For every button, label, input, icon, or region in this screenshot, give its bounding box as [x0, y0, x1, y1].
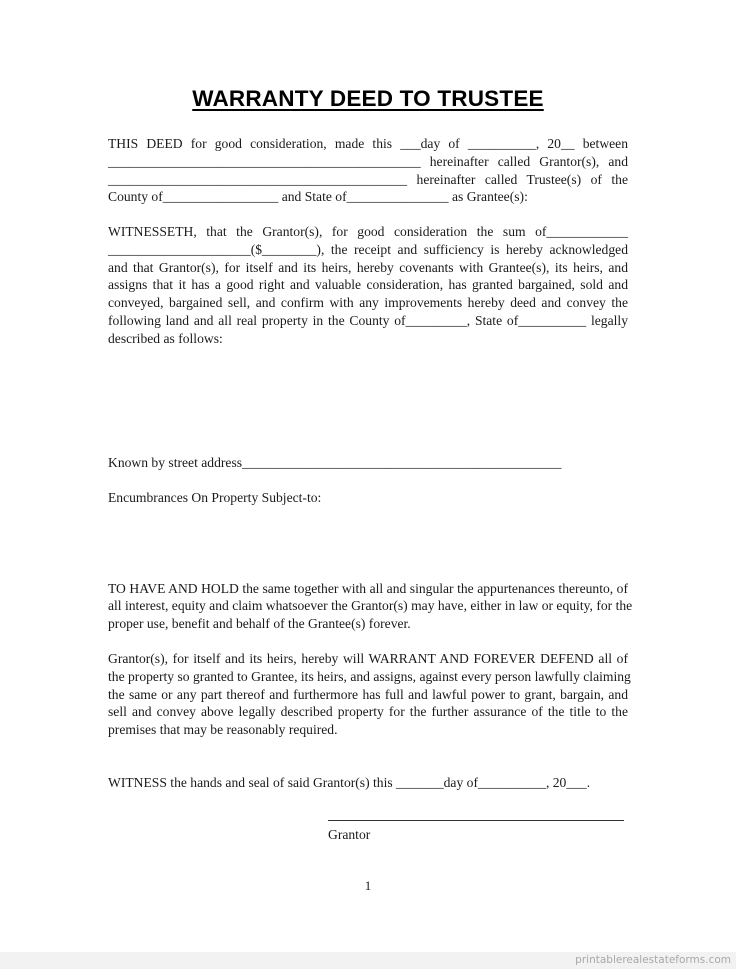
grantor-signature-line	[328, 820, 624, 821]
preamble-line-3: ____________________________________________ hereinafter called Trustee(s) of the	[108, 172, 628, 187]
habendum-line-2: all interest, equity and claim whatsoever the Grantor(s) may have, either in law or equity, for the	[108, 598, 633, 613]
habendum-line-3: proper use, benefit and behalf of the Grantee(s) forever.	[108, 616, 411, 631]
preamble-line-4: County of_________________ and State of_______________ as Grantee(s):	[108, 189, 528, 204]
footer-bar	[0, 952, 736, 969]
witnesseth-line-4: assigns that it has a good right and valuable consideration, has granted bargained, sold and	[108, 277, 628, 292]
page-number: 1	[364, 878, 372, 893]
witness-date-line: WITNESS the hands and seal of said Grantor(s) this _______day of__________, 20___.	[108, 775, 591, 790]
document-title: WARRANTY DEED TO TRUSTEE	[192, 86, 544, 111]
witnesseth-line-3: and that Grantor(s), for itself and its heirs, hereby covenants with Grantee(s), its heirs, and	[108, 260, 628, 275]
warranty-line-5: premises that may be reasonably required.	[108, 722, 338, 737]
witnesseth-line-5: conveyed, bargained sell, and confirm with any improvements hereby deed and convey the	[108, 295, 628, 310]
witnesseth-line-7: described as follows:	[108, 331, 223, 346]
preamble-line-2: ______________________________________________ hereinafter called Grantor(s), and	[108, 154, 628, 169]
witnesseth-line-6: following land and all real property in the County of_________, State of__________ legally	[108, 313, 628, 328]
habendum-line-1: TO HAVE AND HOLD the same together with all and singular the appurtenances thereunto, of	[108, 581, 628, 596]
warranty-line-3: the same or any part thereof and furthermore has full and lawful power to grant, bargain, and	[108, 687, 628, 702]
witnesseth-line-2: _____________________($________), the receipt and sufficiency is hereby acknowledged	[108, 242, 628, 257]
warranty-line-4: sell and convey above legally described property for the further assurance of the title to the	[108, 704, 628, 719]
witnesseth-line-1: WITNESSETH, that the Grantor(s), for good consideration the sum of____________	[108, 224, 628, 239]
grantor-signature-label: Grantor	[328, 827, 371, 842]
preamble-line-1: THIS DEED for good consideration, made this ___day of __________, 20__ between	[108, 136, 628, 151]
warranty-line-1: Grantor(s), for itself and its heirs, hereby will WARRANT AND FOREVER DEFEND all of	[108, 651, 628, 666]
encumbrances-heading: Encumbrances On Property Subject-to:	[108, 490, 322, 505]
site-credit: printablerealestateforms.com	[575, 954, 731, 966]
warranty-line-2: the property so granted to Grantee, its heirs, and assigns, against every person lawfully claiming	[108, 669, 631, 684]
street-address-field: Known by street address_______________________________________________	[108, 455, 562, 470]
